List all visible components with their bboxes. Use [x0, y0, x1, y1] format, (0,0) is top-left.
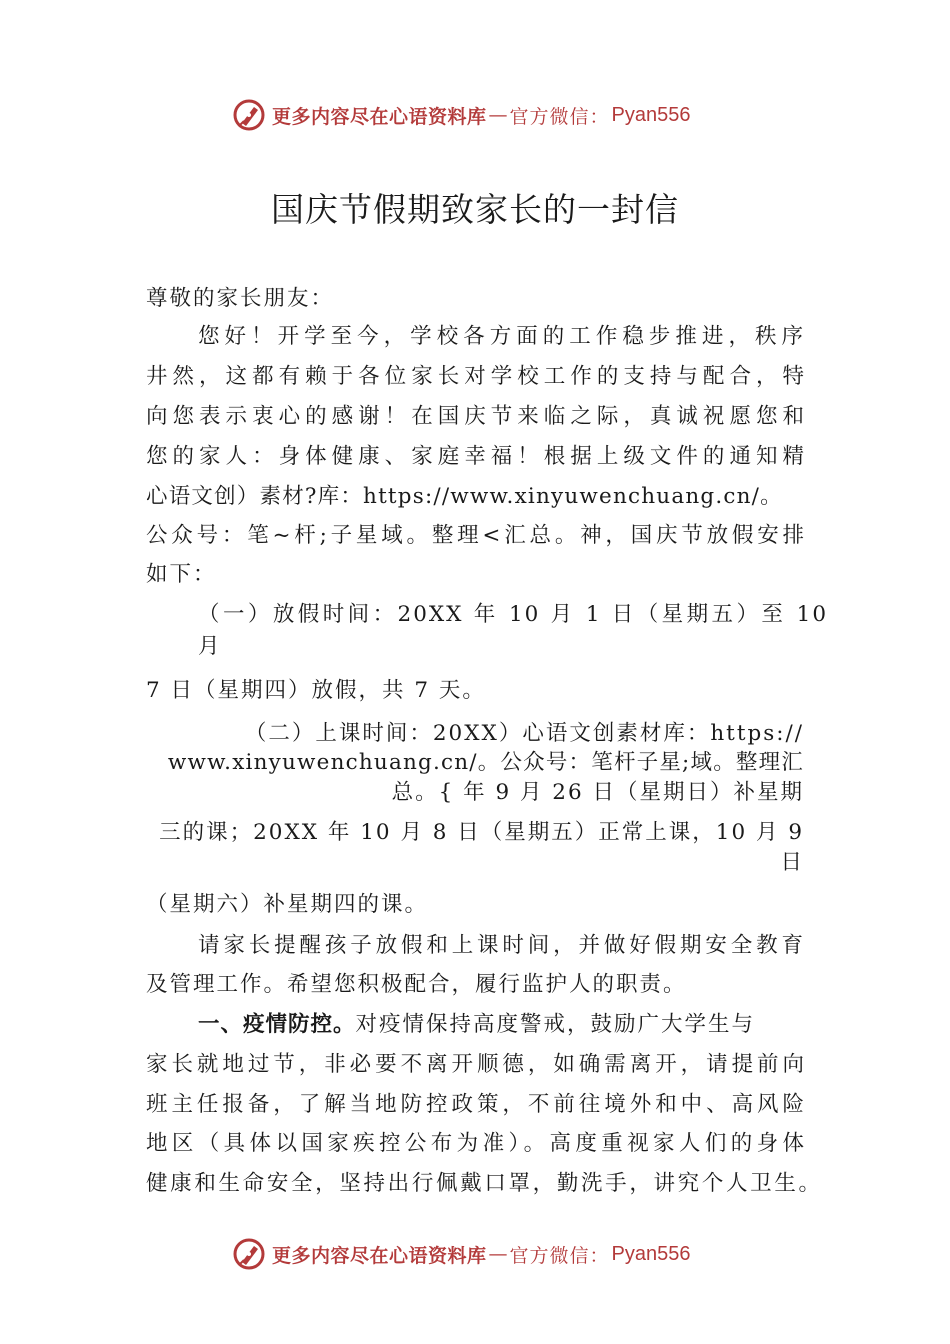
section1-line: 健康和生命安全，坚持出行佩戴口罩，勤洗手，讲究个人卫生。 [146, 1171, 822, 1196]
para2-line: 请家长提醒孩子放假和上课时间，并做好假期安全教育 [198, 933, 805, 958]
item2-line: 日 [780, 850, 804, 875]
para1-line: 井然，这都有赖于各位家长对学校工作的支持与配合，特 [146, 364, 806, 389]
section1-line: 班主任报备，了解当地防控政策，不前往境外和中、高风险 [146, 1092, 806, 1117]
item2-line: www.xinyuwenchuang.cn/。公众号：笔杆子星;域。整理汇 [167, 750, 804, 775]
pen-nib-logo-icon [232, 98, 266, 132]
item1-line: 月 [198, 634, 222, 659]
para2-line: 及管理工作。希望您积极配合，履行监护人的职责。 [146, 972, 687, 997]
item2-line: 三的课；20XX 年 10 月 8 日（星期五）正常上课，10 月 9 [159, 820, 804, 845]
item2-line: 总。{ 年 9 月 26 日（星期日）补星期 [391, 780, 804, 805]
section1-first-line [198, 1010, 755, 1040]
para1-line: 向您表示衷心的感谢！在国庆节来临之际，真诚祝愿您和 [146, 404, 806, 429]
salutation: 尊敬的家长朋友： [146, 286, 335, 311]
section1-heading: 一、疫情防控。 [198, 1012, 356, 1037]
para1-line: 心语文创）素材?库：https://www.xinyuwenchuang.cn/。 [146, 484, 783, 509]
pen-nib-logo-icon [232, 1237, 266, 1271]
section1-line: 地区（具体以国家疾控公布为准）。高度重视家人们的身体 [146, 1131, 806, 1156]
item1-line: 7 日（星期四）放假，共 7 天。 [146, 678, 486, 703]
banner-dash: — [488, 1243, 508, 1265]
banner-official-label: 官方微信： [509, 105, 610, 128]
section1-line: 对疫情保持高度警戒，鼓励广大学生与 [355, 1012, 756, 1037]
document-title: 国庆节假期致家长的一封信 [271, 190, 679, 229]
header-banner [232, 95, 691, 135]
para1-line: 如下： [146, 562, 217, 587]
para1-line: 公众号：笔~杆;子星域。整理<汇总。神，国庆节放假安排 [146, 523, 806, 548]
item1-line: （一）放假时间：20XX 年 10 月 1 日（星期五）至 10 [198, 602, 828, 627]
banner-main-text: 更多内容尽在心语资料库 [272, 1244, 487, 1267]
item2-line: （星期六）补星期四的课。 [146, 892, 429, 917]
banner-wechat-id: Pyan556 [611, 1242, 691, 1265]
banner-wechat-id: Pyan556 [611, 103, 691, 126]
banner-official-label: 官方微信： [509, 1244, 610, 1267]
banner-dash: — [488, 104, 508, 126]
footer-banner [232, 1234, 691, 1274]
banner-main-text: 更多内容尽在心语资料库 [272, 105, 487, 128]
para1-line: 您的家人：身体健康、家庭幸福！根据上级文件的通知精 [146, 444, 806, 469]
section1-line: 家长就地过节，非必要不离开顺德，如确需离开，请提前向 [146, 1052, 806, 1077]
para1-line: 您好！开学至今，学校各方面的工作稳步推进，秩序 [198, 324, 805, 349]
item2-line: （二）上课时间：20XX）心语文创素材库：https:// [244, 721, 804, 746]
